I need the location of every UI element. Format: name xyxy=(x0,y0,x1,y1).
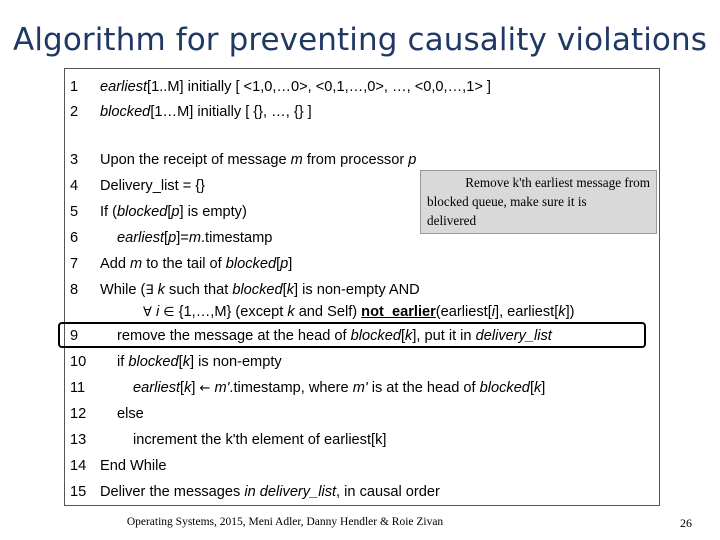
code-token: ], put it in xyxy=(412,328,476,344)
line-number: 10 xyxy=(70,354,87,370)
code-token: .timestamp, where xyxy=(229,380,353,396)
code-token: ], earliest[ xyxy=(495,304,559,320)
code-token: blocked xyxy=(225,256,277,272)
code-token: k xyxy=(405,328,413,344)
code-token: blocked xyxy=(117,204,168,220)
code-token: ]= xyxy=(176,230,189,246)
code-token: k xyxy=(287,304,295,320)
code-token: p xyxy=(168,230,177,246)
code-token: else xyxy=(117,406,144,422)
callout-line: Remove k'th earliest message from xyxy=(465,175,650,190)
code-token: k xyxy=(153,282,165,298)
line-number: 4 xyxy=(70,178,79,194)
code-token: p xyxy=(171,204,180,220)
code-token: blocked xyxy=(128,354,179,370)
code-token: p xyxy=(280,256,289,272)
code-token: earliest xyxy=(133,380,181,396)
code-token: [ xyxy=(400,328,406,344)
line-number: 2 xyxy=(70,104,79,120)
forall-symbol: ∀ xyxy=(143,305,152,320)
code-token: blocked xyxy=(232,282,283,298)
code-token: [1…M] initially [ {}, …, {} ] xyxy=(150,104,312,120)
slide-title: Algorithm for preventing causality violations xyxy=(13,22,707,58)
callout-note xyxy=(420,170,657,234)
code-token: such that xyxy=(164,282,233,298)
code-token: ] xyxy=(541,380,546,396)
exists-symbol: ∃ xyxy=(145,283,154,298)
code-token: in delivery_list xyxy=(244,484,337,500)
code-token: increment the k'th element of earliest[k] xyxy=(133,432,387,448)
code-token: ] is non-empty AND xyxy=(294,282,420,298)
code-token: to the tail of xyxy=(142,256,226,272)
slide-footer: Operating Systems, 2015, Meni Adler, Danny Hendler & Roie Zivan xyxy=(126,516,444,528)
code-token: i xyxy=(491,304,496,320)
code-token: [ xyxy=(164,230,169,246)
code-token: .timestamp xyxy=(200,230,273,246)
line-number: 13 xyxy=(70,432,87,448)
code-token: m' xyxy=(210,380,230,396)
code-token: from processor xyxy=(302,152,409,168)
line-number: 9 xyxy=(70,328,79,344)
code-token: k xyxy=(184,380,192,396)
code-token: ] is empty) xyxy=(179,204,247,220)
code-token: End While xyxy=(100,458,167,474)
code-token: delivery_list xyxy=(475,328,552,344)
line-number: 1 xyxy=(70,79,79,95)
code-token: ] xyxy=(191,380,200,396)
line-number: 14 xyxy=(70,458,87,474)
line-number: 5 xyxy=(70,204,79,220)
code-token: blocked xyxy=(100,104,151,120)
left-arrow-icon: ← xyxy=(199,381,211,396)
line-number: 8 xyxy=(70,282,79,298)
code-token: and Self) xyxy=(294,304,362,320)
callout-line: delivered xyxy=(427,213,477,228)
code-token: [ xyxy=(276,256,281,272)
code-token: While ( xyxy=(100,282,146,298)
callout-line: blocked queue, make sure it is xyxy=(427,194,587,209)
code-token: i xyxy=(151,304,164,320)
code-token: k xyxy=(182,354,191,370)
code-token: Add xyxy=(100,256,131,272)
code-token: [ xyxy=(529,380,534,396)
code-token: m xyxy=(290,152,303,168)
code-token: [ xyxy=(167,204,172,220)
code-token: not_earlier xyxy=(361,304,436,320)
line-number: 12 xyxy=(70,406,87,422)
code-token: k xyxy=(558,304,566,320)
code-token: {1,…,M} (except xyxy=(174,304,288,320)
code-token: m xyxy=(188,230,201,246)
line-number: 11 xyxy=(70,380,86,396)
line-number: 15 xyxy=(70,484,87,500)
code-token: if xyxy=(117,354,129,370)
line-number: 3 xyxy=(70,152,79,168)
line-number: 6 xyxy=(70,230,79,246)
code-token: [ xyxy=(282,282,287,298)
code-token: m xyxy=(130,256,143,272)
code-token: , in causal order xyxy=(336,484,440,500)
code-token: m' xyxy=(352,380,368,396)
code-token: (earliest[ xyxy=(435,304,492,320)
code-token: ] xyxy=(288,256,293,272)
code-token: [ xyxy=(178,354,183,370)
code-token: p xyxy=(408,152,417,168)
code-token: Deliver the messages xyxy=(100,484,245,500)
code-token: k xyxy=(534,380,542,396)
code-token: blocked xyxy=(479,380,530,396)
code-token: ]) xyxy=(565,304,575,320)
page-number: 26 xyxy=(680,516,692,530)
code-token: Upon the receipt of message xyxy=(100,152,291,168)
code-token: remove the message at the head of xyxy=(117,328,351,344)
code-token: earliest xyxy=(117,230,165,246)
code-token: is at the head of xyxy=(367,380,480,396)
element-of-symbol: ∈ xyxy=(163,305,175,320)
code-token: [ xyxy=(180,380,185,396)
code-token: k xyxy=(286,282,294,298)
code-token: earliest xyxy=(100,79,148,95)
code-token: Delivery_list = {} xyxy=(100,178,206,194)
code-token: ] is non-empty xyxy=(190,354,282,370)
code-token: If ( xyxy=(100,204,118,220)
code-token: [1..M] initially [ <1,0,…0>, <0,1,…,0>, …, <0,0,…,1> ] xyxy=(147,79,491,95)
line-number: 7 xyxy=(70,256,79,272)
code-token: blocked xyxy=(350,328,401,344)
